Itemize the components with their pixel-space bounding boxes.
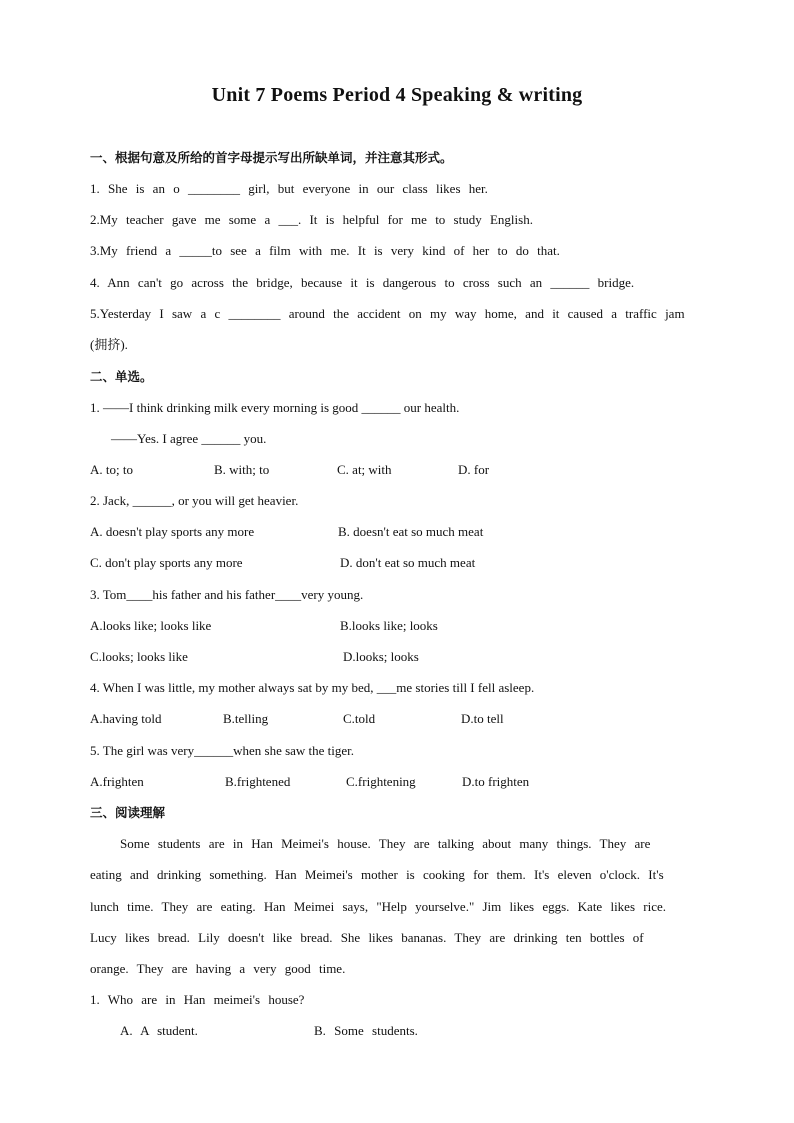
- section1-item-3: 3.My friend a _____to see a film with me. It is very kind of her to do that.: [90, 243, 560, 258]
- q3-option-c: C.looks; looks like: [90, 649, 188, 664]
- q1-option-a: A. to; to: [90, 462, 133, 477]
- section3-heading: 三、阅读理解: [90, 805, 166, 820]
- q3-option-d: D.looks; looks: [343, 649, 419, 664]
- q2-option-d: D. don't eat so much meat: [340, 555, 476, 570]
- q4-option-c: C.told: [343, 711, 376, 726]
- q1-stem: 1. ——I think drinking milk every morning is good ______ our health.: [90, 400, 460, 415]
- section1-item-1: 1. She is an o ________ girl, but everyone in our class likes her.: [90, 181, 488, 196]
- q5-option-a: A.frighten: [90, 774, 144, 789]
- section1-item-5: 5.Yesterday I saw a c ________ around the accident on my way home, and it caused a traffic jam: [90, 306, 685, 321]
- q4-option-d: D.to tell: [461, 711, 504, 726]
- reading-q1-option-b: B. Some students.: [314, 1023, 418, 1038]
- reading-q1-option-a: A. A student.: [120, 1023, 198, 1038]
- q3-option-b: B.looks like; looks: [340, 618, 438, 633]
- q5-option-b: B.frightened: [225, 774, 291, 789]
- passage-line-2: eating and drinking something. Han Meimei's mother is cooking for them. It's eleven o'clock. It's: [90, 867, 664, 882]
- q4-option-b: B.telling: [223, 711, 269, 726]
- page-title: Unit 7 Poems Period 4 Speaking & writing: [211, 84, 583, 106]
- section1-item-2: 2.My teacher gave me some a ___. It is helpful for me to study English.: [90, 212, 533, 227]
- q2-option-b: B. doesn't eat so much meat: [338, 524, 484, 539]
- section1-item-5-cont: (拥挤).: [90, 337, 128, 352]
- q4-option-a: A.having told: [90, 711, 162, 726]
- q1-reply: ——Yes. I agree ______ you.: [111, 431, 267, 446]
- q5-option-c: C.frightening: [346, 774, 416, 789]
- q3-stem: 3. Tom____his father and his father____very young.: [90, 587, 364, 602]
- q1-option-d: D. for: [458, 462, 490, 477]
- reading-q1-stem: 1. Who are in Han meimei's house?: [90, 992, 305, 1007]
- q1-option-b: B. with; to: [214, 462, 270, 477]
- passage-line-5: orange. They are having a very good time.: [90, 961, 346, 976]
- q5-option-d: D.to frighten: [462, 774, 530, 789]
- section2-heading: 二、单选。: [90, 369, 153, 384]
- passage-line-1: Some students are in Han Meimei's house. They are talking about many things. They are: [120, 836, 651, 851]
- passage-line-3: lunch time. They are eating. Han Meimei says, "Help yourselve." Jim likes eggs. Kate likes rice.: [90, 899, 666, 914]
- q5-stem: 5. The girl was very______when she saw the tiger.: [90, 743, 355, 758]
- section1-item-4: 4. Ann can't go across the bridge, because it is dangerous to cross such an ______ bridge.: [90, 275, 635, 290]
- q2-option-a: A. doesn't play sports any more: [90, 524, 255, 539]
- q2-stem: 2. Jack, ______, or you will get heavier.: [90, 493, 299, 508]
- q2-option-c: C. don't play sports any more: [90, 555, 243, 570]
- q3-option-a: A.looks like; looks like: [90, 618, 212, 633]
- q1-option-c: C. at; with: [337, 462, 392, 477]
- passage-line-4: Lucy likes bread. Lily doesn't like bread. She likes bananas. They are drinking ten bottles of: [90, 930, 644, 945]
- section1-heading: 一、根据句意及所给的首字母提示写出所缺单词，并注意其形式。: [90, 150, 453, 165]
- q4-stem: 4. When I was little, my mother always sat by my bed, ___me stories till I fell asleep.: [90, 680, 535, 695]
